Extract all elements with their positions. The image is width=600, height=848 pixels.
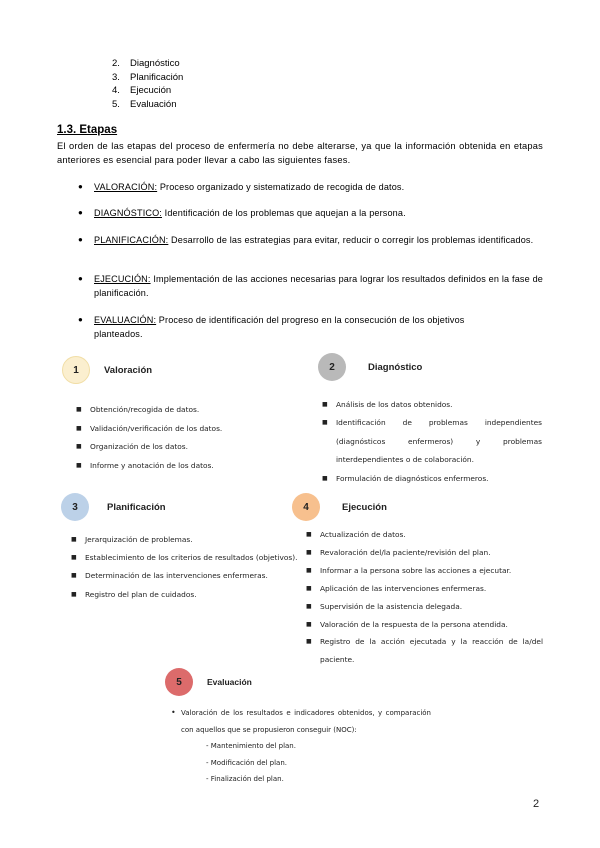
bullet-icon: ■ [71, 590, 77, 598]
bullet-icon: ■ [76, 443, 82, 450]
list-item: ■ Validación/verificación de los datos. [76, 420, 301, 439]
list-item [112, 57, 183, 71]
list-number: 2. [112, 58, 120, 69]
ejecucion-header [292, 493, 387, 521]
stage-key: PLANIFICACIÓN: [94, 235, 169, 245]
bullet-icon: ■ [306, 638, 312, 646]
list-text: Diagnóstico [130, 58, 180, 69]
number-circle-icon: 5 [165, 668, 193, 696]
bullet-icon: ● [78, 315, 83, 324]
list-number: 3. [112, 71, 120, 83]
list-item: ■ Establecimiento de los criterios de resultados (objetivos). [71, 549, 307, 567]
bullet-icon: ■ [306, 584, 312, 592]
evaluacion-header [165, 668, 252, 696]
list-item: ■ Revaloración del/la paciente/revisión del plan. [306, 544, 543, 562]
stage-text: Proceso de identificación del progreso en la consecución de los objetivos planteados. [94, 315, 465, 339]
list-text: Evaluación [130, 98, 177, 110]
bullet-icon: ● [78, 182, 83, 191]
stage-text: Implementación de las acciones necesarias para lograr los resultados definidos en la fase de planificación. [94, 274, 543, 298]
list-number: 4. [112, 85, 120, 96]
stage-item-planificacion [78, 233, 543, 247]
stage-item-diagnostico [78, 206, 543, 220]
list-item: ■ Informe y anotación de los datos. [76, 457, 301, 476]
list-item: ■ Supervisión de la asistencia delegada. [306, 598, 543, 616]
bullet-icon: ■ [71, 554, 77, 562]
ejecucion-title: Ejecución [342, 501, 387, 513]
evaluacion-title: Evaluación [207, 677, 252, 687]
list-item: ■ Valoración de la respuesta de la persona atendida. [306, 616, 543, 634]
stage-text: Desarrollo de las estrategias para evitar, reducir o corregir los problemas identificados. [168, 235, 534, 245]
bullet-icon: ■ [306, 602, 312, 610]
list-item: ■ Actualización de datos. [306, 526, 543, 544]
number-circle-icon: 2 [318, 353, 346, 381]
subitem: - Finalización del plan. [206, 775, 284, 783]
list-item: ■ Aplicación de las intervenciones enfermeras. [306, 580, 543, 598]
list-item: ■ Jerarquización de problemas. [71, 531, 307, 549]
planificacion-header [61, 493, 166, 521]
planificacion-title: Planificación [107, 501, 166, 513]
stage-key: EJECUCIÓN: [94, 274, 151, 284]
stage-key: DIAGNÓSTICO: [94, 208, 162, 218]
bullet-icon: ■ [322, 474, 328, 482]
bullet-icon: ■ [306, 620, 312, 628]
section-title: 1.3. Etapas [57, 124, 118, 136]
list-item: ■ Registro de la acción ejecutada y la reacción de la/del paciente. [306, 633, 543, 669]
list-item: ■ Formulación de diagnósticos enfermeros. [322, 470, 542, 488]
valoracion-title: Valoración [104, 364, 153, 376]
number-circle-icon: 4 [292, 493, 320, 521]
numbered-list [112, 57, 183, 111]
number-circle-icon: 1 [62, 356, 90, 384]
list-text: Planificación [130, 71, 184, 83]
diagnostico-title: Diagnóstico [368, 361, 423, 373]
stage-item-evaluacion [78, 313, 498, 341]
list-item [112, 98, 183, 112]
bullet-icon: ■ [322, 401, 328, 408]
bullet-icon: ● [78, 274, 83, 283]
bullet-icon: ■ [71, 536, 77, 543]
list-text: Ejecución [130, 85, 172, 96]
section-intro: El orden de las etapas del proceso de enfermería no debe alterarse, ya que la información obtenida en etapas anteriores es esencial para poder llevar a cabo las siguientes fases. [57, 141, 543, 165]
diagnostico-list [322, 396, 542, 488]
valoracion-header [62, 356, 152, 384]
valoracion-list [76, 401, 301, 475]
list-item: ■ Informar a la persona sobre las acciones a ejecutar. [306, 562, 543, 580]
bullet-icon: ■ [306, 566, 312, 574]
stage-key: VALORACIÓN: [94, 182, 158, 192]
stage-item-valoracion [78, 180, 543, 194]
bullet-icon: ■ [322, 419, 328, 427]
bullet-icon: ● [78, 208, 83, 217]
subitem: - Modificación del plan. [206, 758, 288, 767]
ejecucion-list [306, 526, 543, 669]
bullet-icon: • [171, 708, 176, 717]
stage-text: Identificación de los problemas que aquejan a la persona. [162, 208, 406, 218]
evaluacion-subitems [206, 738, 406, 788]
bullet-icon: ■ [76, 406, 82, 413]
bullet-icon: ■ [76, 461, 82, 469]
page-number: 2 [533, 798, 540, 810]
bullet-icon: ■ [306, 548, 312, 556]
list-item: ■ Análisis de los datos obtenidos. [322, 396, 542, 414]
bullet-icon: ■ [71, 572, 77, 580]
stage-item-ejecucion [78, 272, 543, 300]
list-item: ■ Organización de los datos. [76, 438, 301, 457]
bullet-icon: ● [78, 235, 83, 244]
bullet-icon: ■ [76, 424, 82, 432]
diagnostico-header [318, 353, 422, 381]
subitem: - Mantenimiento del plan. [206, 742, 296, 750]
list-item [112, 71, 183, 85]
list-item: • Valoración de los resultados e indicadores obtenidos, y comparación con aquellos que se propusieron conseguir (NOC): [171, 705, 431, 738]
stage-key: EVALUACIÓN: [94, 315, 157, 325]
list-item: ■ Determinación de las intervenciones enfermeras. [71, 567, 307, 585]
list-item: ■ Obtención/recogida de datos. [76, 401, 301, 420]
number-circle-icon: 3 [61, 493, 89, 521]
bullet-icon: ■ [306, 531, 312, 538]
list-item: ■ Registro del plan de cuidados. [71, 586, 307, 604]
list-item [112, 84, 183, 98]
planificacion-list [71, 531, 307, 604]
list-item: ■ Identificación de problemas independientes (diagnósticos enfermeros) y problemas interdependientes o de colaboración. [322, 414, 542, 469]
stage-text: Proceso organizado y sistematizado de recogida de datos. [157, 182, 405, 192]
list-number: 5. [112, 98, 120, 110]
evaluacion-list [171, 705, 431, 738]
